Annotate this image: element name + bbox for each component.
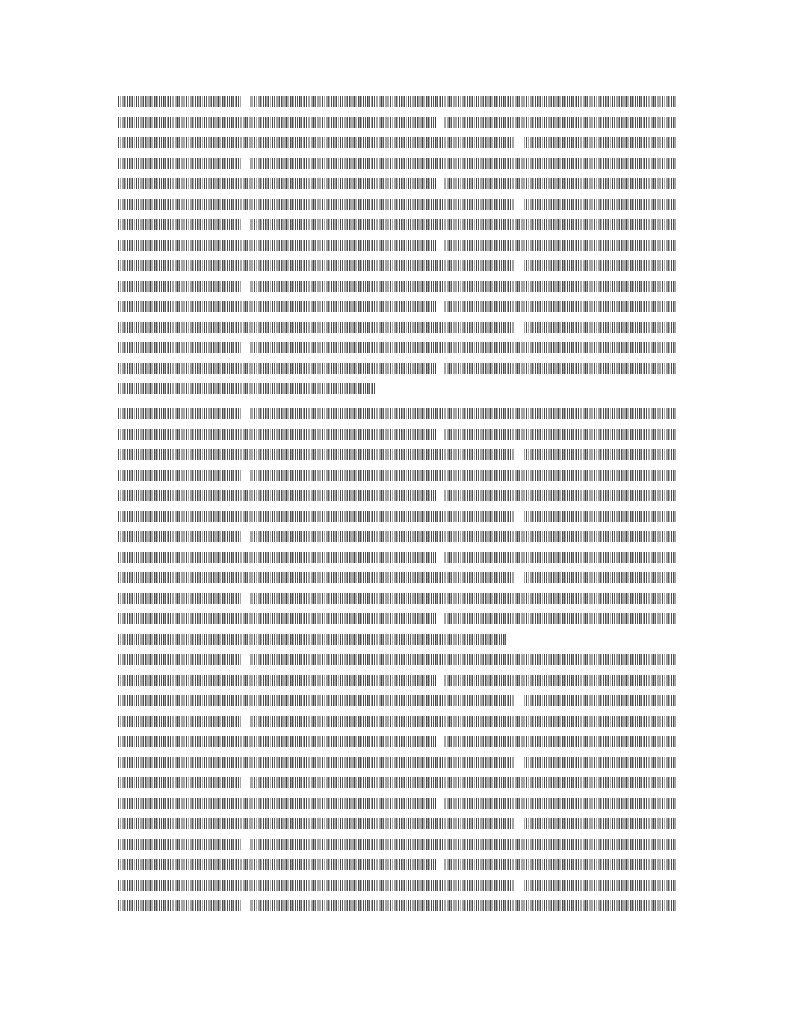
- text-line: [118, 835, 676, 856]
- text-line: [118, 256, 676, 277]
- text-line: [118, 359, 676, 380]
- text-line: [118, 215, 676, 236]
- text-line: [118, 404, 676, 425]
- text-line: [118, 589, 676, 610]
- text-line: [118, 650, 676, 671]
- text-line: [118, 113, 676, 134]
- text-line: [118, 318, 676, 339]
- text-line: [118, 548, 676, 569]
- text-line: [118, 466, 676, 487]
- text-line: [118, 671, 676, 692]
- text-line: [118, 277, 676, 298]
- text-line: [118, 379, 676, 400]
- text-line: [118, 174, 676, 195]
- text-line: [118, 609, 676, 630]
- text-line: [118, 425, 676, 446]
- text-line: [118, 691, 676, 712]
- text-line: [118, 896, 676, 917]
- text-line: [118, 855, 676, 876]
- text-line: [118, 876, 676, 897]
- text-line: [118, 814, 676, 835]
- text-line: [118, 133, 676, 154]
- text-line: [118, 773, 676, 794]
- text-line: [118, 92, 676, 113]
- text-line: [118, 297, 676, 318]
- paragraph-1: [118, 92, 676, 400]
- text-line: [118, 527, 676, 548]
- text-line: [118, 753, 676, 774]
- text-line: [118, 732, 676, 753]
- text-line: [118, 236, 676, 257]
- text-line: [118, 338, 676, 359]
- text-line: [118, 630, 676, 651]
- text-line: [118, 712, 676, 733]
- text-line: [118, 195, 676, 216]
- text-line: [118, 568, 676, 589]
- text-line: [118, 445, 676, 466]
- text-line: [118, 507, 676, 528]
- text-line: [118, 486, 676, 507]
- text-line: [118, 154, 676, 175]
- text-line: [118, 794, 676, 815]
- paragraph-2: [118, 404, 676, 917]
